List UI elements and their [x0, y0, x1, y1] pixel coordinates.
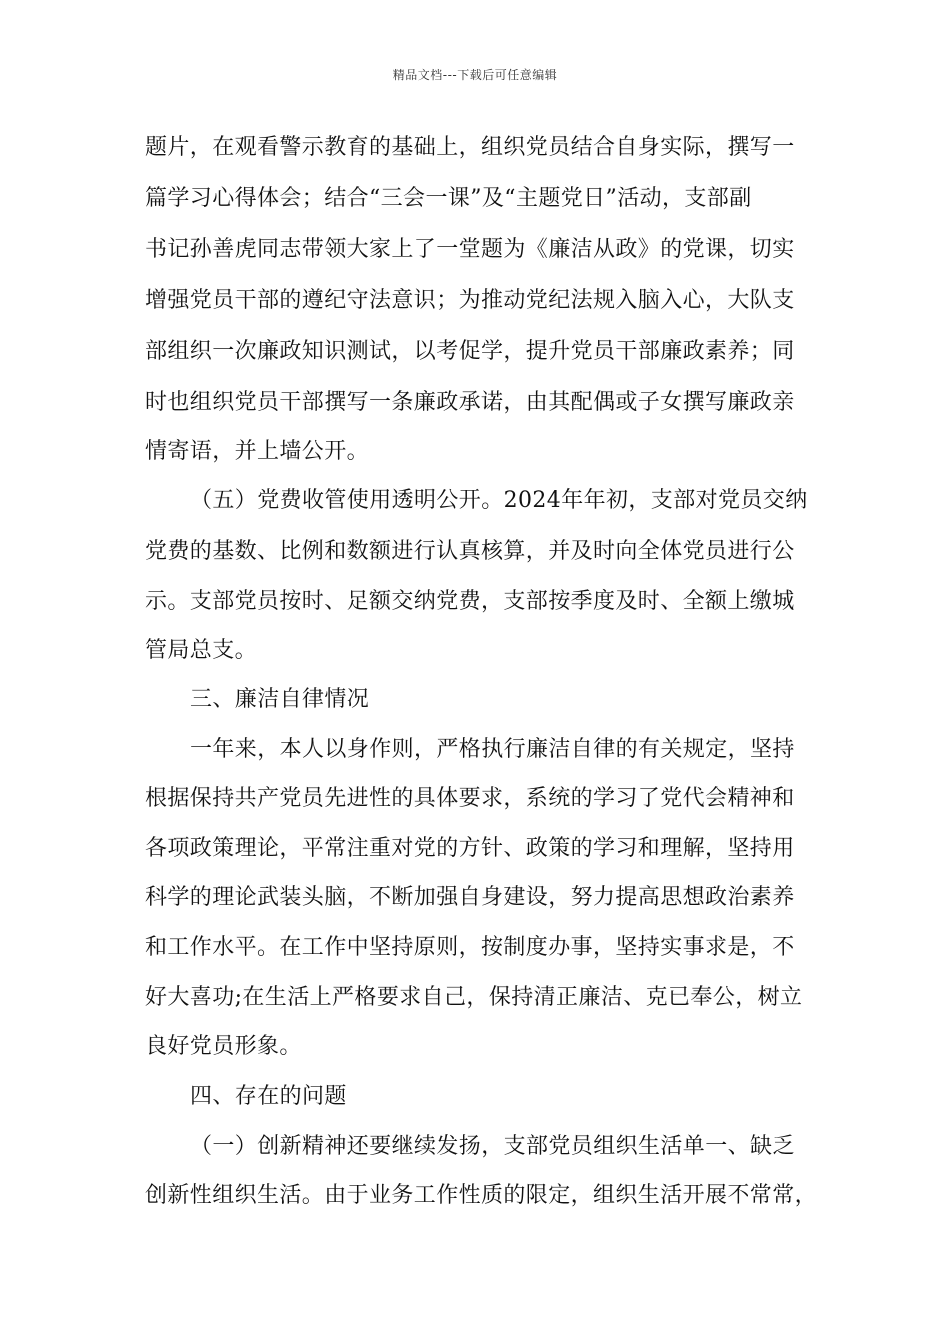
paragraph-start-line: 一年来，本人以身作则，严格执行廉洁自律的有关规定，坚持 — [190, 737, 795, 762]
body-line: 情寄语，并上墙公开。 — [145, 439, 370, 464]
paragraph-start-line: （五）党费收管使用透明公开。2024年年初，支部对党员交纳 — [190, 488, 808, 513]
body-line: 科学的理论武装头脑，不断加强自身建设，努力提高思想政治素养 — [145, 885, 795, 910]
body-line: 党费的基数、比例和数额进行认真核算，并及时向全体党员进行公 — [145, 539, 795, 564]
body-line: 管局总支。 — [145, 638, 258, 663]
body-line: 增强党员干部的遵纪守法意识；为推动党纪法规入脑入心，大队支 — [145, 288, 795, 313]
paragraph-start-line: （一）创新精神还要继续发扬，支部党员组织生活单一、缺乏 — [190, 1134, 795, 1159]
body-line: 好大喜功;在生活上严格要求自己，保持清正廉洁、克已奉公，树立 — [145, 985, 803, 1010]
body-line: 示。支部党员按时、足额交纳党费，支部按季度及时、全额上缴城 — [145, 589, 795, 614]
body-line: 和工作水平。在工作中坚持原则，按制度办事，坚持实事求是，不 — [145, 935, 795, 960]
body-line: 根据保持共产党员先进性的具体要求，系统的学习了党代会精神和 — [145, 786, 795, 811]
body-line: 书记孙善虎同志带领大家上了一堂题为《廉洁从政》的党课，切实 — [145, 237, 795, 262]
page-header: 精品文档---下载后可任意编辑 — [392, 68, 558, 82]
body-line: 良好党员形象。 — [145, 1034, 302, 1059]
body-line: 题片，在观看警示教育的基础上，组织党员结合自身实际，撰写一 — [145, 135, 795, 160]
section-heading: 三、廉洁自律情况 — [190, 687, 370, 712]
body-line: 部组织一次廉政知识测试，以考促学，提升党员干部廉政素养；同 — [145, 339, 795, 364]
body-line: 各项政策理论，平常注重对党的方针、政策的学习和理解，坚持用 — [145, 836, 795, 861]
body-line: 创新性组织生活。由于业务工作性质的限定，组织生活开展不常常， — [145, 1183, 818, 1208]
section-heading: 四、存在的问题 — [190, 1084, 347, 1109]
body-line: 篇学习心得体会；结合“三会一课”及“主题党日”活动，支部副 — [145, 186, 752, 211]
body-line: 时也组织党员干部撰写一条廉政承诺，由其配偶或子女撰写廉政亲 — [145, 390, 795, 415]
